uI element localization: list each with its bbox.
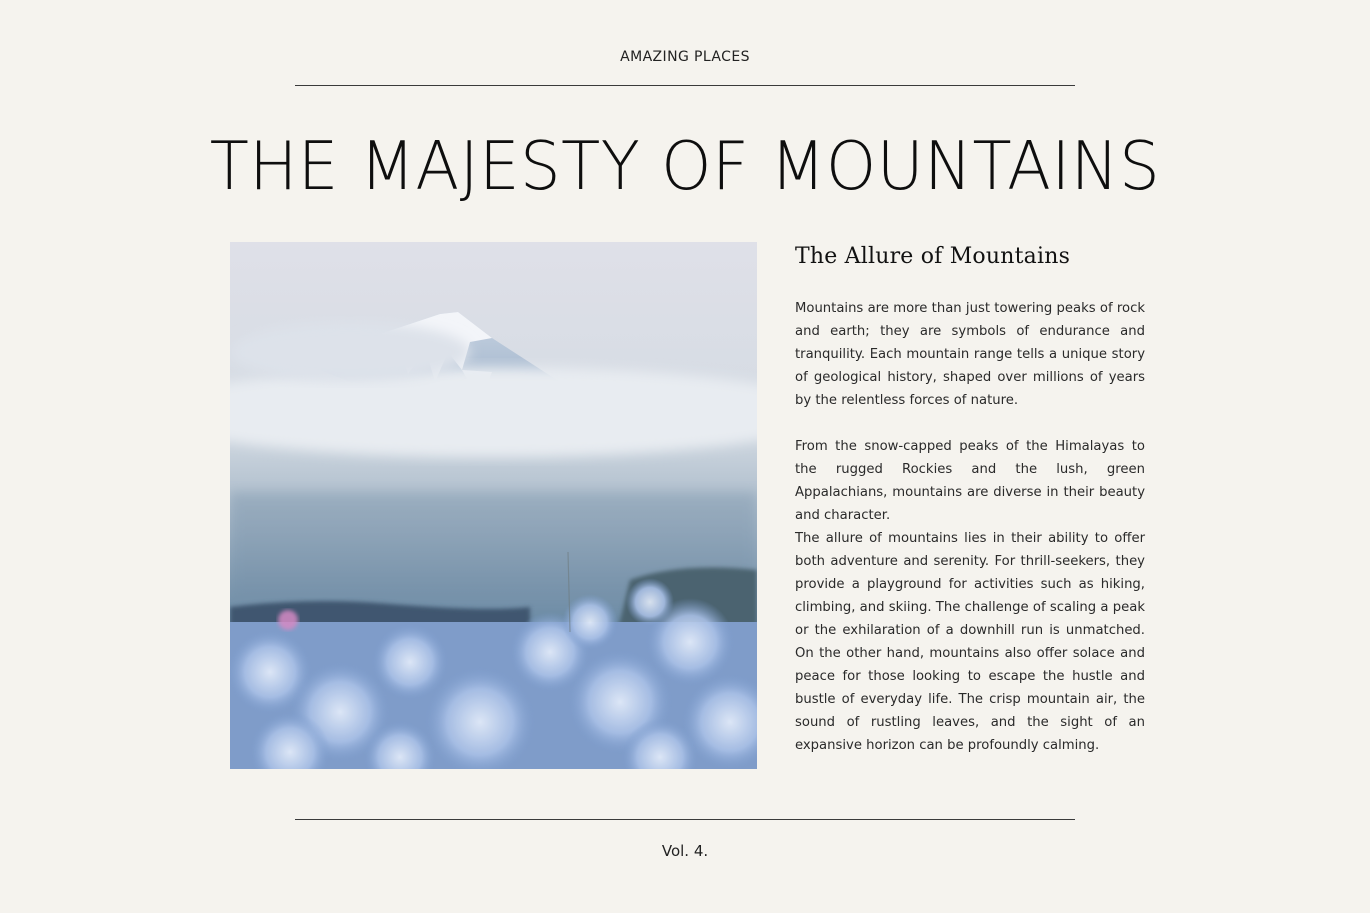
page-title: THE MAJESTY OF MOUNTAINS	[209, 128, 1161, 206]
bottom-divider	[295, 819, 1075, 820]
article-heading: The Allure of Mountains	[795, 244, 1071, 269]
mountain-photo	[230, 242, 757, 769]
article-paragraph-2: From the snow-capped peaks of the Himalayas to the rugged Rockies and the lush, green Appalachians, mountains are diverse in their beauty and character.	[795, 439, 1145, 523]
article-paragraph-3: The allure of mountains lies in their ability to offer both adventure and serenity. For thrill-seekers, they provide a playground for activities such as hiking, climbing, and skiing. The challenge of scaling a peak or the exhilaration of a downhill run is unmatched. On the other hand, mountains also offer solace and peace for those looking to escape the hustle and bustle of everyday life. The crisp mountain air, the sound of rustling leaves, and the sight of an expansive horizon can be profoundly calming.	[795, 531, 1145, 753]
top-divider	[295, 85, 1075, 86]
section-kicker: AMAZING PLACES	[620, 49, 750, 65]
volume-label: Vol. 4.	[661, 842, 709, 860]
article-paragraph-1: Mountains are more than just towering peaks of rock and earth; they are symbols of endurance and tranquility. Each mountain range tells a unique story of geological history, shaped over millions of years by the relentless forces of nature.	[795, 301, 1145, 408]
